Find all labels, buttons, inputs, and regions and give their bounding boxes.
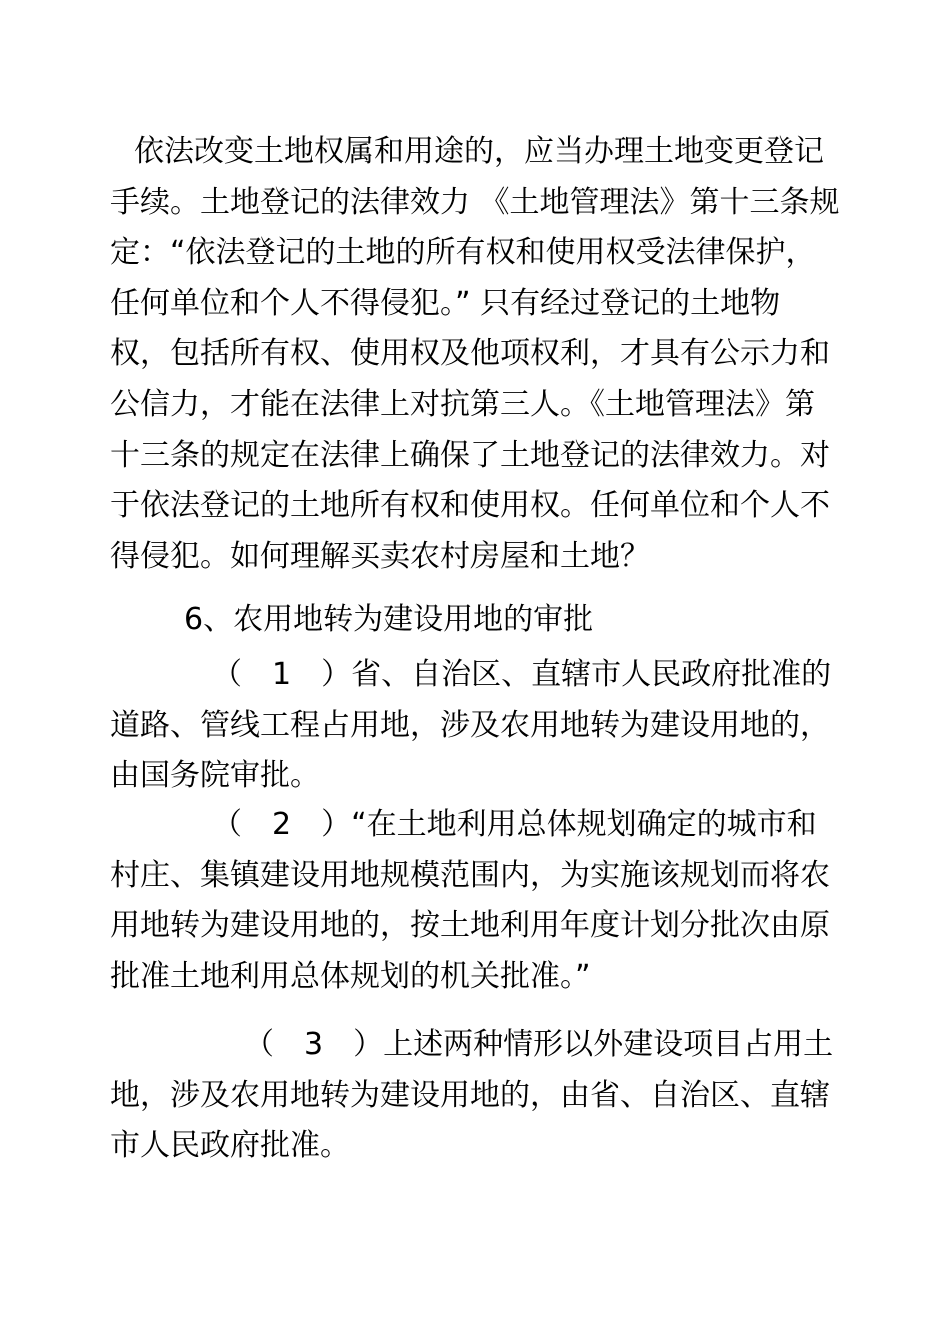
list-item-2: （ 2 ）“在土地利用总体规划确定的城市和村庄、集镇建设用地规模范围内，为实施该规划而将农用地转为建设用地的，按土地利用年度计划分批次由原批准土地利用总体规划的机关批准。” <box>110 807 830 994</box>
body-paragraph: 依法改变土地权属和用途的，应当办理土地变更登记手续。土地登记的法律效力 《土地管理法》第十三条规定：“依法登记的土地的所有权和使用权受法律保护，任何单位和个人不得侵犯。” 只有经过登记的土地物权，包括所有权、使用权及他项权利，才具有公示力和公信力，才能在法律上对抗第三人。《土地管理法》第十三条的规定在法律上确保了土地登记的法律效力。对于依法登记的土地所有权和使用权。任何单位和个人不得侵犯。如何理解买卖农村房屋和土地？ <box>110 134 840 574</box>
section-heading: 6、农用地转为建设用地的审批 <box>184 602 594 637</box>
list-item-1: （ 1 ）省、自治区、直辖市人民政府批准的道路、管线工程占用地，涉及农用地转为建设用地的，由国务院审批。 <box>110 657 832 794</box>
list-item-3: （ 3 ）上述两种情形以外建设项目占用土地，涉及农用地转为建设用地的，由省、自治区、直辖市人民政府批准。 <box>110 1027 834 1164</box>
